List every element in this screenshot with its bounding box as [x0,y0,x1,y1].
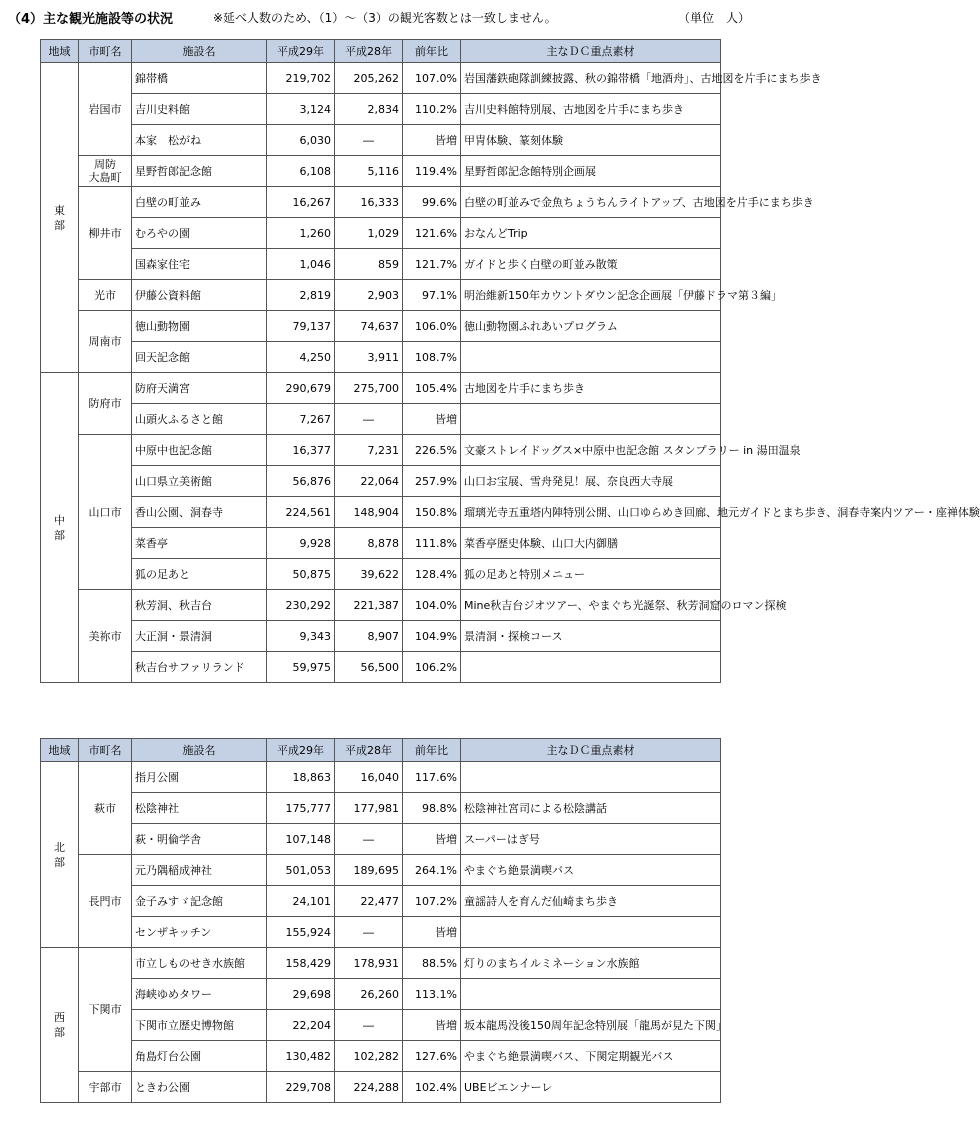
column-header-h29: 平成29年 [267,739,335,762]
dc-material [461,917,721,948]
facility-name: 錦帯橋 [132,63,267,94]
dc-material: 坂本龍馬没後150周年記念特別展「龍馬が見た下関」 [461,1010,721,1041]
facility-name: 角島灯台公園 [132,1041,267,1072]
visitors-h29: 2,819 [267,280,335,311]
facility-name: 本家 松がね [132,125,267,156]
table-row [41,187,721,218]
visitors-h28: ― [335,1010,403,1041]
yoy-ratio: 106.0% [403,311,461,342]
visitors-h28: 16,040 [335,762,403,793]
facility-table-2 [40,738,727,1103]
yoy-ratio: 128.4% [403,559,461,590]
column-header-dc-material: 主なＤＣ重点素材 [461,40,721,63]
yoy-ratio: 108.7% [403,342,461,373]
dc-material: 山口お宝展、雪舟発見！展、奈良西大寺展 [461,466,721,497]
visitors-h29: 229,708 [267,1072,335,1103]
facility-table-1 [40,39,980,683]
visitors-h28: 22,064 [335,466,403,497]
dc-material: UBEビエンナーレ [461,1072,721,1103]
dc-material: 狐の足あと特別メニュー [461,559,721,590]
yoy-ratio: 99.6% [403,187,461,218]
visitors-h28: 177,981 [335,793,403,824]
table-row [41,125,721,156]
yoy-ratio: 226.5% [403,435,461,466]
table-row [41,280,721,311]
table-row [41,793,721,824]
table-row [41,886,721,917]
table-header-row [41,739,721,762]
facility-name: むろやの園 [132,218,267,249]
city-cell: 長門市 [79,855,132,948]
facility-name: ときわ公園 [132,1072,267,1103]
visitors-h28: 102,282 [335,1041,403,1072]
yoy-ratio: 121.7% [403,249,461,280]
dc-material: 童謡詩人を育んだ仙崎まち歩き [461,886,721,917]
yoy-ratio: 102.4% [403,1072,461,1103]
visitors-h29: 22,204 [267,1010,335,1041]
visitors-h29: 59,975 [267,652,335,683]
table-row [41,1072,721,1103]
yoy-ratio: 127.6% [403,1041,461,1072]
visitors-h29: 6,030 [267,125,335,156]
dc-material [461,979,721,1010]
yoy-ratio: 106.2% [403,652,461,683]
column-header-region: 地域 [41,739,79,762]
visitors-h28: 859 [335,249,403,280]
visitors-h28: 224,288 [335,1072,403,1103]
table-row [41,249,721,280]
yoy-ratio: 皆増 [403,824,461,855]
facility-name: 秋吉台サファリランド [132,652,267,683]
visitors-h29: 501,053 [267,855,335,886]
city-cell: 山口市 [79,435,132,590]
yoy-ratio: 104.0% [403,590,461,621]
table-row [41,621,721,652]
visitors-h29: 219,702 [267,63,335,94]
facility-name: 山頭火ふるさと館 [132,404,267,435]
visitors-h29: 16,377 [267,435,335,466]
facility-name: 中原中也記念館 [132,435,267,466]
table-row [41,63,721,94]
table-row [41,762,721,793]
table-row [41,373,721,404]
table-row [41,652,721,683]
table-row [41,404,721,435]
column-header-dc-material: 主なＤＣ重点素材 [461,739,721,762]
table-row [41,528,721,559]
visitors-h29: 50,875 [267,559,335,590]
dc-material: 古地図を片手にまち歩き [461,373,721,404]
visitors-h29: 224,561 [267,497,335,528]
visitors-h29: 6,108 [267,156,335,187]
dc-material: 松陰神社宮司による松陰講話 [461,793,721,824]
yoy-ratio: 264.1% [403,855,461,886]
visitors-h28: 8,907 [335,621,403,652]
visitors-h28: ― [335,125,403,156]
city-cell: 美祢市 [79,590,132,683]
yoy-ratio: 107.2% [403,886,461,917]
yoy-ratio: 皆増 [403,917,461,948]
dc-material: 岩国藩鉄砲隊訓練披露、秋の錦帯橋「地酒舟」、古地図を片手にまち歩き [461,63,721,94]
visitors-h29: 130,482 [267,1041,335,1072]
table-row [41,311,721,342]
unit-label: （単位 人） [678,11,751,25]
facility-name: 防府天満宮 [132,373,267,404]
yoy-ratio: 皆増 [403,404,461,435]
facility-name: 金子みすゞ記念館 [132,886,267,917]
column-header-h28: 平成28年 [335,739,403,762]
visitors-h29: 3,124 [267,94,335,125]
column-header-region: 地域 [41,40,79,63]
visitors-h28: 7,231 [335,435,403,466]
table-row [41,1041,721,1072]
table-row [41,824,721,855]
dc-material: 吉川史料館特別展、古地図を片手にまち歩き [461,94,721,125]
yoy-ratio: 150.8% [403,497,461,528]
dc-material: 灯りのまちイルミネーション水族館 [461,948,721,979]
visitors-h28: 56,500 [335,652,403,683]
dc-material: やまぐち絶景満喫バス、下関定期観光バス [461,1041,721,1072]
yoy-ratio: 皆増 [403,1010,461,1041]
visitors-h28: 22,477 [335,886,403,917]
column-header-facility: 施設名 [132,739,267,762]
dc-material [461,342,721,373]
dc-material: おなんどTrip [461,218,721,249]
city-cell: 柳井市 [79,187,132,280]
dc-material: やまぐち絶景満喫バス [461,855,721,886]
visitors-h29: 56,876 [267,466,335,497]
facility-name: 市立しものせき水族館 [132,948,267,979]
yoy-ratio: 113.1% [403,979,461,1010]
visitors-h29: 175,777 [267,793,335,824]
yoy-ratio: 88.5% [403,948,461,979]
visitors-h28: ― [335,917,403,948]
facility-name: 指月公園 [132,762,267,793]
column-header-facility: 施設名 [132,40,267,63]
facility-name: 萩・明倫学舎 [132,824,267,855]
section-header [8,6,751,28]
city-cell: 防府市 [79,373,132,435]
visitors-h28: 275,700 [335,373,403,404]
city-cell: 岩国市 [79,63,132,156]
city-cell: 萩市 [79,762,132,855]
dc-material: 徳山動物園ふれあいプログラム [461,311,721,342]
region-cell: 中 部 [41,373,79,683]
facility-name: 菜香亭 [132,528,267,559]
visitors-h28: 8,878 [335,528,403,559]
visitors-h29: 1,046 [267,249,335,280]
city-cell: 宇部市 [79,1072,132,1103]
table-row [41,466,721,497]
yoy-ratio: 111.8% [403,528,461,559]
table-row [41,590,721,621]
table-row [41,342,721,373]
yoy-ratio: 117.6% [403,762,461,793]
dc-material: 甲冑体験、篆刻体験 [461,125,721,156]
facility-name: 白壁の町並み [132,187,267,218]
yoy-ratio: 110.2% [403,94,461,125]
facility-name: 伊藤公資料館 [132,280,267,311]
visitors-h28: 16,333 [335,187,403,218]
visitors-h28: 74,637 [335,311,403,342]
visitors-h29: 7,267 [267,404,335,435]
visitors-h29: 155,924 [267,917,335,948]
section-note: ※延べ人数のため、（1）～（3）の観光客数とは一致しません。 [213,11,557,25]
yoy-ratio: 257.9% [403,466,461,497]
table-row [41,979,721,1010]
city-cell: 周防 大島町 [79,156,132,187]
table-row [41,1010,721,1041]
visitors-h29: 1,260 [267,218,335,249]
facility-name: 狐の足あと [132,559,267,590]
facility-name: 星野哲郎記念館 [132,156,267,187]
dc-material [461,652,721,683]
visitors-h28: 39,622 [335,559,403,590]
city-cell: 光市 [79,280,132,311]
visitors-h29: 24,101 [267,886,335,917]
column-header-city: 市町名 [79,40,132,63]
facility-name: 下関市立歴史博物館 [132,1010,267,1041]
table-row [41,218,721,249]
table-row [41,497,721,528]
dc-material: 景清洞・探検コース [461,621,721,652]
visitors-h29: 18,863 [267,762,335,793]
region-cell: 東 部 [41,63,79,373]
visitors-h29: 290,679 [267,373,335,404]
table-row [41,559,721,590]
visitors-h28: 148,904 [335,497,403,528]
section-title: （4）主な観光施設等の状況 [8,12,174,27]
yoy-ratio: 98.8% [403,793,461,824]
dc-material: 文豪ストレイドッグス×中原中也記念館 スタンプラリー in 湯田温泉 [461,435,721,466]
visitors-h29: 107,148 [267,824,335,855]
yoy-ratio: 107.0% [403,63,461,94]
region-cell: 北 部 [41,762,79,948]
facility-name: センザキッチン [132,917,267,948]
facility-name: 香山公園、洞春寺 [132,497,267,528]
visitors-h29: 16,267 [267,187,335,218]
dc-material: ガイドと歩く白壁の町並み散策 [461,249,721,280]
region-cell: 西 部 [41,948,79,1103]
visitors-h29: 4,250 [267,342,335,373]
column-header-yoy: 前年比 [403,40,461,63]
table-row [41,948,721,979]
yoy-ratio: 97.1% [403,280,461,311]
facility-name: 吉川史料館 [132,94,267,125]
yoy-ratio: 皆増 [403,125,461,156]
visitors-h29: 230,292 [267,590,335,621]
visitors-h29: 9,343 [267,621,335,652]
visitors-h28: 2,834 [335,94,403,125]
visitors-h28: ― [335,404,403,435]
dc-material: 白壁の町並みで金魚ちょうちんライトアップ、古地図を片手にまち歩き [461,187,721,218]
facility-name: 大正洞・景清洞 [132,621,267,652]
visitors-h28: 178,931 [335,948,403,979]
table-row [41,156,721,187]
column-header-h28: 平成28年 [335,40,403,63]
facility-name: 回天記念館 [132,342,267,373]
city-cell: 下関市 [79,948,132,1072]
yoy-ratio: 119.4% [403,156,461,187]
column-header-city: 市町名 [79,739,132,762]
yoy-ratio: 104.9% [403,621,461,652]
visitors-h28: ― [335,824,403,855]
visitors-h28: 5,116 [335,156,403,187]
facility-name: 秋芳洞、秋吉台 [132,590,267,621]
dc-material [461,404,721,435]
column-header-yoy: 前年比 [403,739,461,762]
table-header-row [41,40,721,63]
facility-name: 国森家住宅 [132,249,267,280]
column-header-h29: 平成29年 [267,40,335,63]
visitors-h29: 158,429 [267,948,335,979]
dc-material: 明治維新150年カウントダウン記念企画展「伊藤ドラマ第３編」 [461,280,721,311]
visitors-h29: 79,137 [267,311,335,342]
visitors-h28: 1,029 [335,218,403,249]
facility-name: 海峡ゆめタワー [132,979,267,1010]
visitors-h28: 189,695 [335,855,403,886]
table-row [41,435,721,466]
facility-name: 元乃隅稲成神社 [132,855,267,886]
dc-material: Mine秋吉台ジオツアー、やまぐち光誕祭、秋芳洞窟のロマン探検 [461,590,721,621]
city-cell: 周南市 [79,311,132,373]
visitors-h28: 26,260 [335,979,403,1010]
visitors-h28: 2,903 [335,280,403,311]
facility-name: 松陰神社 [132,793,267,824]
dc-material: 菜香亭歴史体験、山口大内御膳 [461,528,721,559]
yoy-ratio: 105.4% [403,373,461,404]
table-row [41,94,721,125]
dc-material: スーパーはぎ号 [461,824,721,855]
visitors-h28: 3,911 [335,342,403,373]
visitors-h28: 221,387 [335,590,403,621]
visitors-h29: 9,928 [267,528,335,559]
dc-material [461,762,721,793]
yoy-ratio: 121.6% [403,218,461,249]
table-row [41,855,721,886]
table-row [41,917,721,948]
dc-material: 瑠璃光寺五重塔内陣特別公開、山口ゆらめき回廊、地元ガイドとまち歩き、洞春寺案内ツアー・座禅体験 [461,497,721,528]
dc-material: 星野哲郎記念館特別企画展 [461,156,721,187]
facility-name: 山口県立美術館 [132,466,267,497]
facility-name: 徳山動物園 [132,311,267,342]
visitors-h28: 205,262 [335,63,403,94]
visitors-h29: 29,698 [267,979,335,1010]
